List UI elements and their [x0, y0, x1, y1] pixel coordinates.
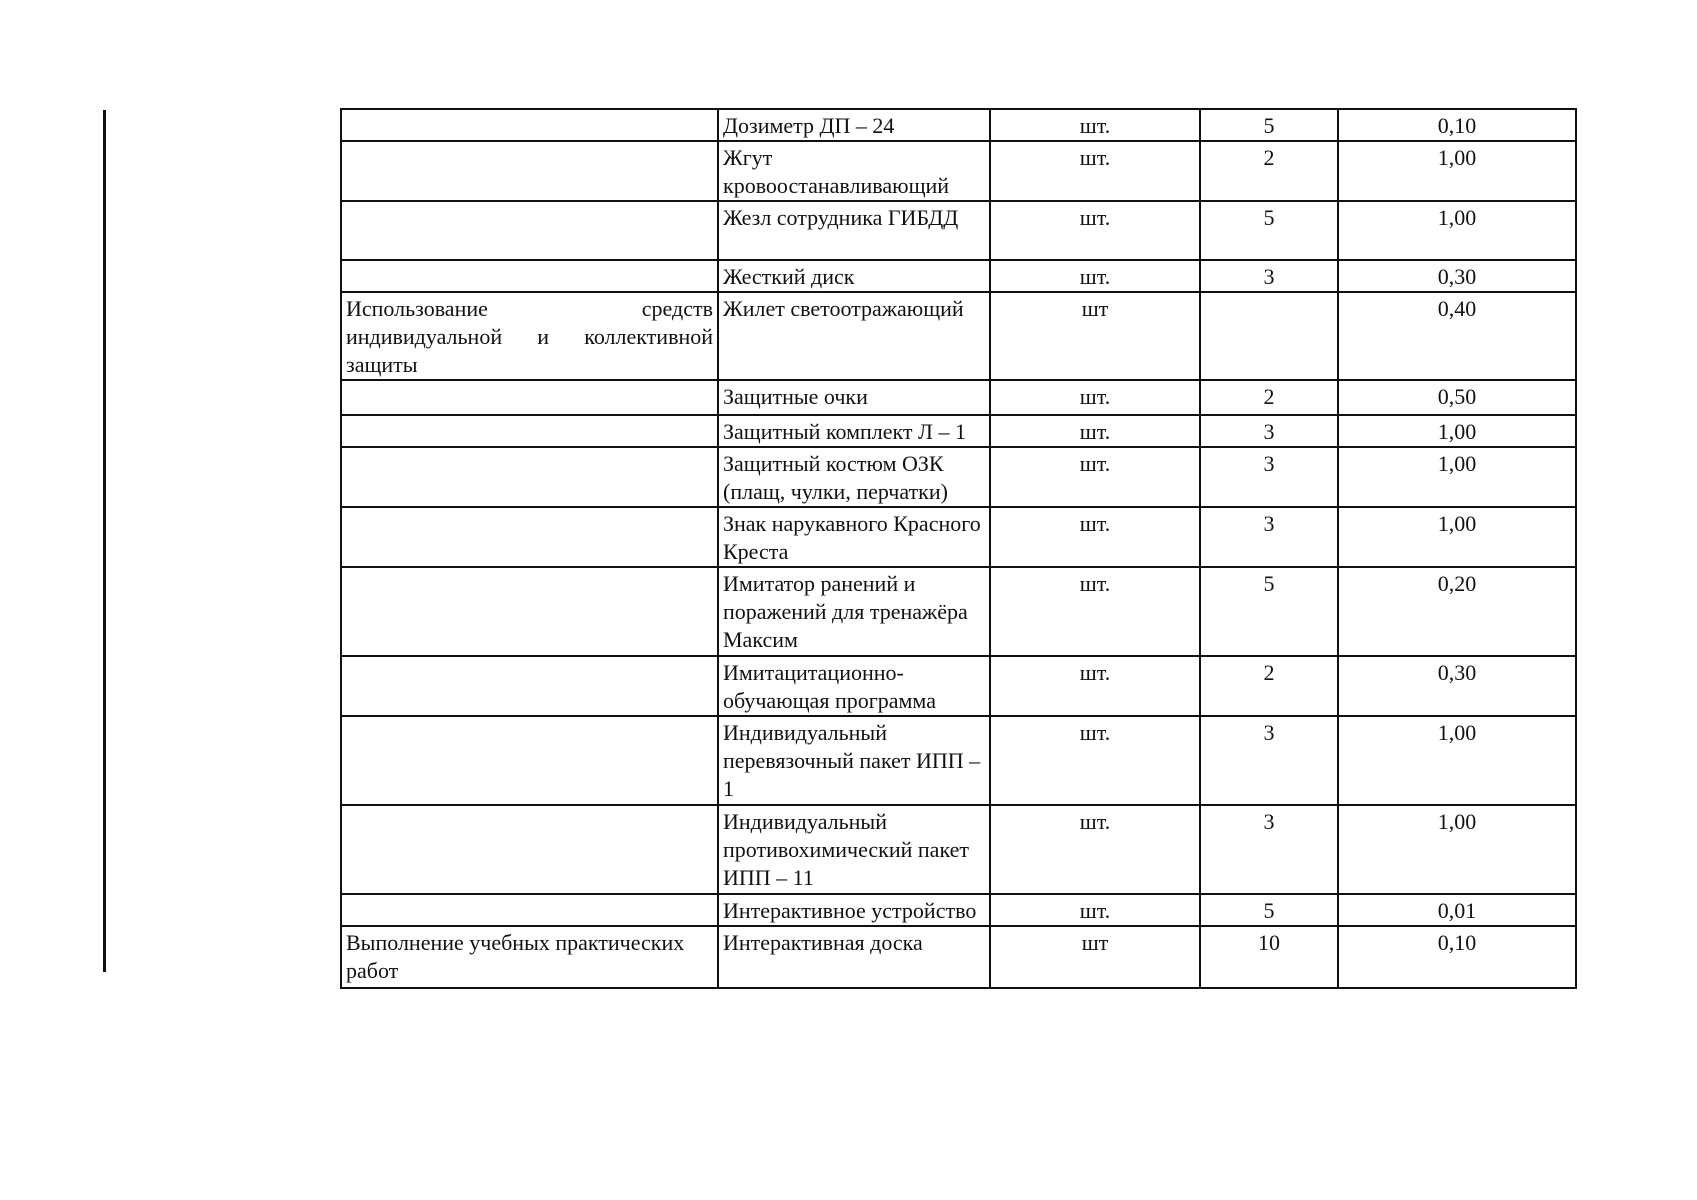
- table-row: [341, 567, 1576, 656]
- unit-cell: шт.: [990, 380, 1200, 415]
- norm-cell: 1,00: [1338, 507, 1576, 567]
- purpose-cell: Выполнение учебных практических работ: [341, 926, 718, 988]
- norm-cell: 0,10: [1338, 109, 1576, 141]
- norm-cell: 0,30: [1338, 656, 1576, 716]
- quantity-cell: 3: [1200, 507, 1338, 567]
- norm-cell: 1,00: [1338, 141, 1576, 201]
- item-name-cell: Жесткий диск: [718, 260, 990, 292]
- unit-cell: шт.: [990, 567, 1200, 656]
- item-name-cell: Жгут кровоостанавливающий: [718, 141, 990, 201]
- page-margin-rule: [103, 110, 106, 972]
- unit-cell: шт: [990, 926, 1200, 988]
- unit-cell: шт.: [990, 415, 1200, 447]
- table-row: [341, 201, 1576, 260]
- purpose-cell: [341, 805, 718, 894]
- item-name-cell: Жилет светоотражающий: [718, 292, 990, 380]
- norm-cell: 1,00: [1338, 415, 1576, 447]
- table-row: [341, 109, 1576, 141]
- quantity-cell: [1200, 292, 1338, 380]
- item-name-cell: Имитацитационно-обучающая программа: [718, 656, 990, 716]
- purpose-cell: [341, 380, 718, 415]
- purpose-cell: [341, 141, 718, 201]
- purpose-cell: [341, 894, 718, 926]
- table-row: [341, 292, 1576, 380]
- quantity-cell: 3: [1200, 805, 1338, 894]
- norm-cell: 1,00: [1338, 805, 1576, 894]
- unit-cell: шт.: [990, 141, 1200, 201]
- quantity-cell: 3: [1200, 716, 1338, 805]
- table-row: [341, 447, 1576, 507]
- norm-cell: 0,50: [1338, 380, 1576, 415]
- table-row: [341, 894, 1576, 926]
- item-name-cell: Индивидуальный перевязочный пакет ИПП – 1: [718, 716, 990, 805]
- table-row: [341, 507, 1576, 567]
- quantity-cell: 5: [1200, 894, 1338, 926]
- unit-cell: шт.: [990, 201, 1200, 260]
- item-name-cell: Защитные очки: [718, 380, 990, 415]
- equipment-table: [340, 108, 1577, 989]
- norm-cell: 0,10: [1338, 926, 1576, 988]
- norm-cell: 0,01: [1338, 894, 1576, 926]
- norm-cell: 0,30: [1338, 260, 1576, 292]
- quantity-cell: 5: [1200, 567, 1338, 656]
- table-row: [341, 716, 1576, 805]
- table-row: [341, 805, 1576, 894]
- item-name-cell: Дозиметр ДП – 24: [718, 109, 990, 141]
- unit-cell: шт: [990, 292, 1200, 380]
- unit-cell: шт.: [990, 656, 1200, 716]
- purpose-cell: [341, 656, 718, 716]
- table-row: [341, 380, 1576, 415]
- purpose-cell: [341, 507, 718, 567]
- unit-cell: шт.: [990, 507, 1200, 567]
- item-name-cell: Имитатор ранений и поражений для тренажёра Максим: [718, 567, 990, 656]
- unit-cell: шт.: [990, 447, 1200, 507]
- item-name-cell: Жезл сотрудника ГИБДД: [718, 201, 990, 260]
- norm-cell: 1,00: [1338, 716, 1576, 805]
- quantity-cell: 2: [1200, 656, 1338, 716]
- unit-cell: шт.: [990, 260, 1200, 292]
- purpose-cell: [341, 447, 718, 507]
- quantity-cell: 2: [1200, 380, 1338, 415]
- table-row: [341, 656, 1576, 716]
- item-name-cell: Индивидуальный противохимический пакет ИПП – 11: [718, 805, 990, 894]
- norm-cell: 0,40: [1338, 292, 1576, 380]
- norm-cell: 1,00: [1338, 447, 1576, 507]
- unit-cell: шт.: [990, 716, 1200, 805]
- purpose-cell: [341, 109, 718, 141]
- purpose-cell: Использование средств индивидуальной и коллективной защиты: [341, 292, 718, 380]
- table-row: [341, 926, 1576, 988]
- quantity-cell: 3: [1200, 415, 1338, 447]
- quantity-cell: 3: [1200, 447, 1338, 507]
- quantity-cell: 10: [1200, 926, 1338, 988]
- item-name-cell: Защитный костюм ОЗК (плащ, чулки, перчатки): [718, 447, 990, 507]
- item-name-cell: Интерактивная доска: [718, 926, 990, 988]
- quantity-cell: 5: [1200, 109, 1338, 141]
- unit-cell: шт.: [990, 109, 1200, 141]
- table-row: [341, 260, 1576, 292]
- quantity-cell: 3: [1200, 260, 1338, 292]
- norm-cell: 0,20: [1338, 567, 1576, 656]
- purpose-cell: [341, 260, 718, 292]
- unit-cell: шт.: [990, 894, 1200, 926]
- quantity-cell: 2: [1200, 141, 1338, 201]
- purpose-cell: [341, 201, 718, 260]
- table-row: [341, 141, 1576, 201]
- quantity-cell: 5: [1200, 201, 1338, 260]
- purpose-cell: [341, 567, 718, 656]
- item-name-cell: Интерактивное устройство: [718, 894, 990, 926]
- unit-cell: шт.: [990, 805, 1200, 894]
- norm-cell: 1,00: [1338, 201, 1576, 260]
- table-row: [341, 415, 1576, 447]
- item-name-cell: Защитный комплект Л – 1: [718, 415, 990, 447]
- purpose-cell: [341, 415, 718, 447]
- item-name-cell: Знак нарукавного Красного Креста: [718, 507, 990, 567]
- purpose-cell: [341, 716, 718, 805]
